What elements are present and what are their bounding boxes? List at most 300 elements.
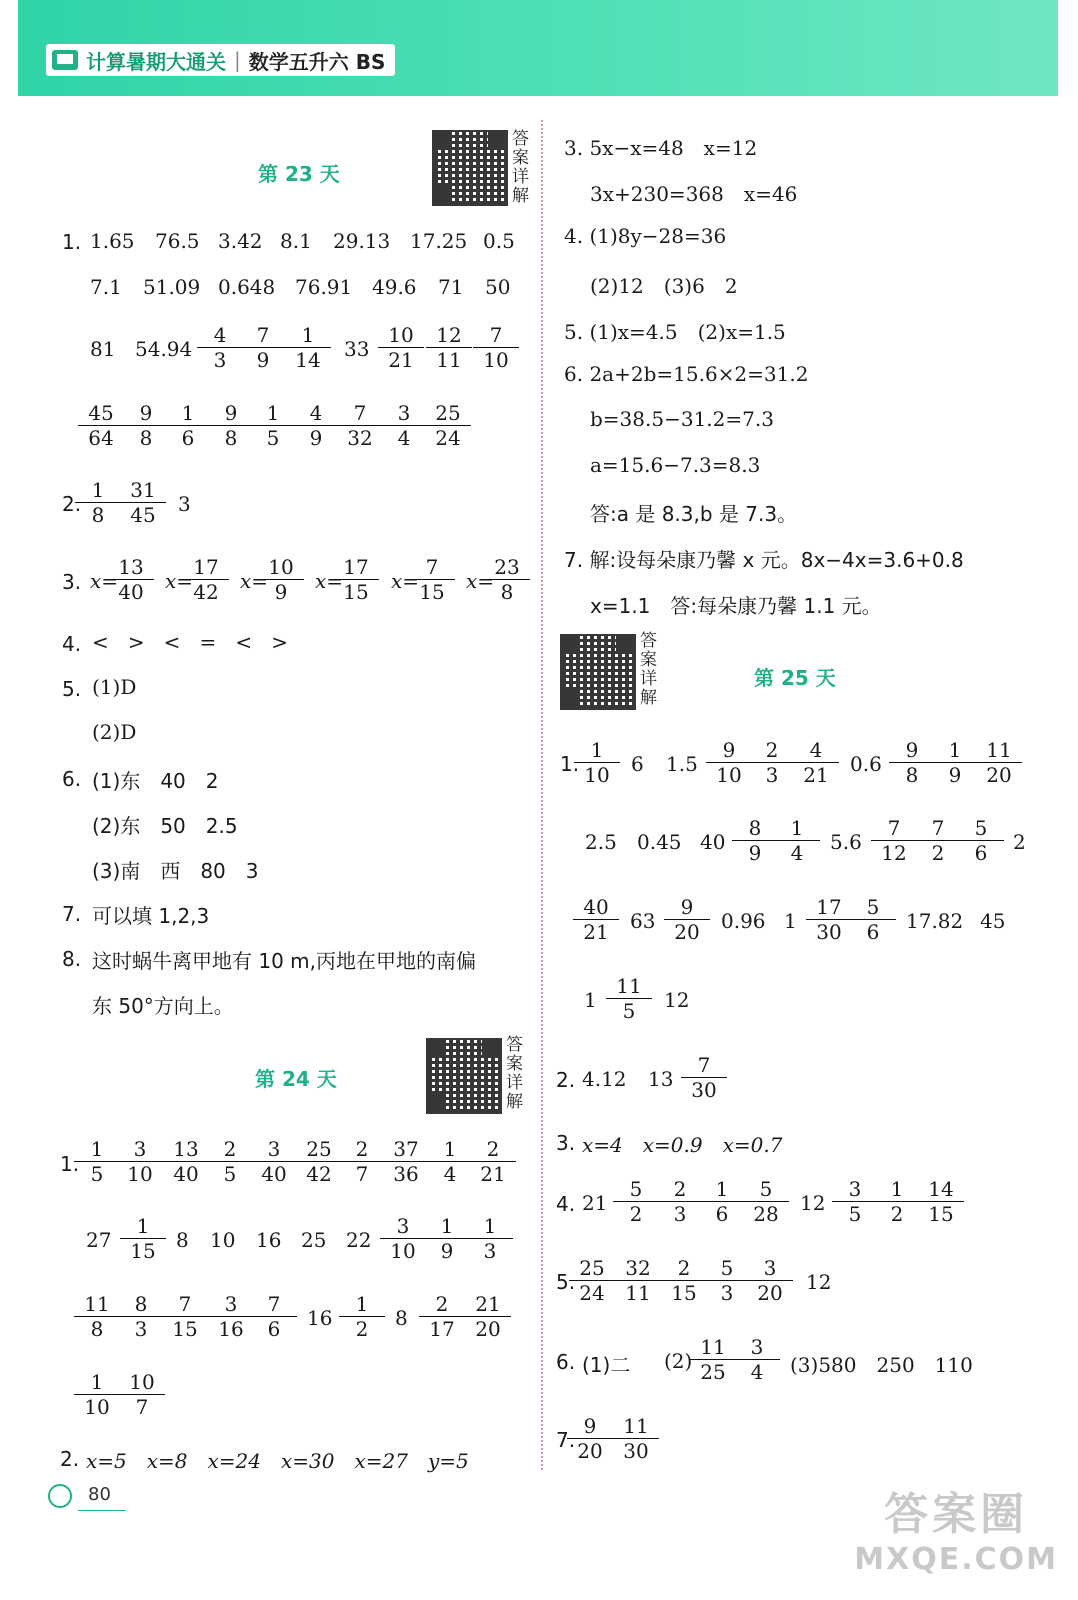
fraction [197, 323, 243, 372]
denominator: 30 [613, 1438, 659, 1463]
denominator: 10 [74, 1394, 120, 1419]
numerator: 32 [625, 1256, 651, 1280]
denominator: 2 [339, 1316, 385, 1341]
fraction [409, 555, 455, 604]
q-number: 6. [62, 767, 82, 791]
right-q3-line1: 3. 5x−x=48 x=12 [564, 136, 758, 160]
answer-value: 76.5 [155, 229, 200, 253]
answer-value: 51.09 [143, 275, 201, 299]
fraction [874, 1177, 920, 1226]
q-number: 4. [62, 632, 82, 656]
answer-value: (2) [664, 1349, 693, 1373]
answer-value: 21 [582, 1191, 608, 1215]
fraction [606, 974, 652, 1023]
denominator: 5 [74, 1161, 120, 1186]
answer-value: 10 [210, 1228, 236, 1252]
numerator: 1 [443, 1137, 457, 1161]
numerator: 9 [139, 401, 153, 425]
numerator: 1 [483, 1214, 497, 1238]
answer-value: 1.65 [90, 229, 135, 253]
denominator: 8 [484, 579, 530, 604]
q-number: 2. [556, 1068, 576, 1092]
fraction [118, 1292, 164, 1341]
q-number: 8. [62, 947, 82, 971]
fraction [183, 555, 229, 604]
q-number: 2. [60, 1447, 80, 1471]
numerator: 2 [435, 1292, 449, 1316]
q-number: 7. [556, 1428, 576, 1452]
fraction [732, 816, 778, 865]
numerator: 5 [759, 1177, 773, 1201]
denominator: 5 [207, 1161, 253, 1186]
denominator: 3 [467, 1238, 513, 1263]
fraction [918, 1177, 964, 1226]
numerator: 3 [267, 1137, 281, 1161]
denominator: 8 [74, 1316, 120, 1341]
answer-value: 63 [630, 909, 656, 933]
fraction [613, 1177, 659, 1226]
denominator: 12 [871, 840, 917, 865]
denominator: 16 [208, 1316, 254, 1341]
answer-value: 8 [176, 1228, 189, 1252]
q-number: 2. [62, 492, 82, 516]
denominator: 20 [567, 1438, 613, 1463]
fraction [75, 478, 121, 527]
denominator: 24 [569, 1280, 615, 1305]
denominator: 42 [296, 1161, 342, 1186]
day25-q3: x=4 x=0.9 x=0.7 [582, 1133, 783, 1157]
fraction [484, 555, 530, 604]
answer-value: 13 [648, 1067, 674, 1091]
answer-value: 40 [700, 830, 726, 854]
day23-q6c: (3)南 西 80 3 [92, 859, 259, 883]
answer-value: 33 [344, 337, 370, 361]
series-title: 计算暑期大通关 [86, 49, 226, 74]
numerator: 17 [343, 555, 369, 579]
q-number: 4. [556, 1192, 576, 1216]
denominator: 8 [889, 762, 935, 787]
numerator: 5 [629, 1177, 643, 1201]
denominator: 3 [118, 1316, 164, 1341]
right-q7-line2: x=1.1 答:每朵康乃馨 1.1 元。 [590, 594, 882, 618]
numerator: 3 [224, 1292, 238, 1316]
fraction [889, 738, 935, 787]
fraction [747, 1256, 793, 1305]
denominator: 25 [690, 1359, 736, 1384]
answer-value: 0.6 [850, 752, 882, 776]
equation-var: x= [165, 569, 194, 593]
q-number: 3. [556, 1131, 576, 1155]
numerator: 11 [616, 974, 642, 998]
day23-q8-line2: 东 50°方向上。 [92, 994, 234, 1018]
denominator: 6 [165, 425, 211, 450]
denominator: 9 [424, 1238, 470, 1263]
denominator: 64 [78, 425, 124, 450]
fraction [615, 1256, 661, 1305]
denominator: 3 [749, 762, 795, 787]
q-number: 7. [62, 902, 82, 926]
fraction [208, 401, 254, 450]
fraction [664, 895, 710, 944]
numerator: 25 [306, 1137, 332, 1161]
numerator: 3 [397, 401, 411, 425]
fraction [208, 1292, 254, 1341]
numerator: 7 [489, 323, 503, 347]
answer-value: 1.5 [666, 752, 698, 776]
answer-value: 12 [806, 1270, 832, 1294]
day24-title: 第 24 天 [255, 1067, 337, 1091]
q-number: 5. [62, 677, 82, 701]
numerator: 7 [267, 1292, 281, 1316]
equation-var: x= [240, 569, 269, 593]
answer-value: 8 [395, 1306, 408, 1330]
fraction [657, 1177, 703, 1226]
qr-code-icon[interactable] [560, 634, 636, 710]
numerator: 2 [486, 1137, 500, 1161]
fraction [793, 738, 839, 787]
denominator: 20 [976, 762, 1022, 787]
fraction [426, 323, 472, 372]
qr-code-icon[interactable] [432, 130, 508, 206]
fraction [119, 1370, 165, 1419]
fraction [378, 323, 424, 372]
denominator: 8 [123, 425, 169, 450]
answer-value: 0.648 [218, 275, 276, 299]
numerator: 37 [393, 1137, 419, 1161]
equation-var: x= [90, 569, 119, 593]
denominator: 5 [250, 425, 296, 450]
numerator: 10 [268, 555, 294, 579]
fraction [165, 401, 211, 450]
fraction [850, 895, 896, 944]
fraction [383, 1137, 429, 1186]
fraction [871, 816, 917, 865]
answer-value: 16 [256, 1228, 282, 1252]
fraction [240, 323, 286, 372]
answer-value: 50 [485, 275, 511, 299]
qr-label: 答案详解 [640, 631, 657, 708]
denominator: 21 [378, 347, 424, 372]
denominator: 10 [706, 762, 752, 787]
numerator: 1 [890, 1177, 904, 1201]
numerator: 7 [353, 401, 367, 425]
qr-code-icon[interactable] [426, 1038, 502, 1114]
denominator: 32 [337, 425, 383, 450]
numerator: 11 [84, 1292, 110, 1316]
denominator: 36 [383, 1161, 429, 1186]
equation-var: x= [466, 569, 495, 593]
numerator: 10 [388, 323, 414, 347]
watermark [854, 1478, 1058, 1577]
denominator: 10 [380, 1238, 426, 1263]
denominator: 10 [473, 347, 519, 372]
answer-value: 8.1 [280, 229, 312, 253]
denominator: 6 [850, 919, 896, 944]
fraction [108, 555, 154, 604]
denominator: 9 [732, 840, 778, 865]
numerator: 7 [178, 1292, 192, 1316]
answer-value: 5.6 [830, 830, 862, 854]
day25-title: 第 25 天 [754, 666, 836, 690]
day24-q2: x=5 x=8 x=24 x=30 x=27 y=5 [86, 1449, 469, 1473]
denominator: 11 [615, 1280, 661, 1305]
numerator: 5 [720, 1256, 734, 1280]
day23-q5a: (1)D [92, 675, 137, 699]
denominator: 5 [606, 998, 652, 1023]
numerator: 7 [697, 1053, 711, 1077]
numerator: 1 [90, 1137, 104, 1161]
right-q7-line1: 7. 解:设每朵康乃馨 x 元。8x−4x=3.6+0.8 [564, 548, 964, 572]
denominator: 15 [333, 579, 379, 604]
denominator: 10 [117, 1161, 163, 1186]
denominator: 21 [573, 919, 619, 944]
numerator: 3 [396, 1214, 410, 1238]
answer-value: 0.5 [483, 229, 515, 253]
fraction [690, 1335, 736, 1384]
fraction [473, 323, 519, 372]
fraction [162, 1292, 208, 1341]
denominator: 4 [427, 1161, 473, 1186]
fraction [427, 1137, 473, 1186]
answer-value: 29.13 [333, 229, 391, 253]
numerator: 3 [750, 1335, 764, 1359]
denominator: 24 [425, 425, 471, 450]
denominator: 10 [574, 762, 620, 787]
numerator: 1 [590, 738, 604, 762]
fraction [425, 401, 471, 450]
denominator: 4 [774, 840, 820, 865]
fraction [467, 1214, 513, 1263]
day23-q6b: (2)东 50 2.5 [92, 814, 238, 838]
answer-value: 7.1 [90, 275, 122, 299]
numerator: 3 [133, 1137, 147, 1161]
q-number: 1. [62, 230, 82, 254]
numerator: 9 [224, 401, 238, 425]
numerator: 1 [136, 1214, 150, 1238]
denominator: 3 [197, 347, 243, 372]
qr-label: 答案详解 [506, 1035, 523, 1112]
qr-label: 答案详解 [512, 129, 529, 206]
footer-underline [78, 1510, 126, 1511]
fraction [470, 1137, 516, 1186]
fraction [74, 1292, 120, 1341]
right-q6-answer: 答:a 是 8.3,b 是 7.3。 [590, 502, 798, 526]
fraction [123, 401, 169, 450]
denominator: 7 [119, 1394, 165, 1419]
numerator: 8 [134, 1292, 148, 1316]
denominator: 42 [183, 579, 229, 604]
denominator: 20 [747, 1280, 793, 1305]
numerator: 7 [425, 555, 439, 579]
answer-value: 16 [307, 1306, 333, 1330]
numerator: 4 [309, 401, 323, 425]
denominator: 40 [251, 1161, 297, 1186]
fraction [117, 1137, 163, 1186]
fraction [419, 1292, 465, 1341]
denominator: 30 [681, 1077, 727, 1102]
fraction [74, 1137, 120, 1186]
denominator: 15 [661, 1280, 707, 1305]
answer-value: 0.96 [721, 909, 766, 933]
answer-value: 2.5 [585, 830, 617, 854]
numerator: 14 [928, 1177, 954, 1201]
numerator: 12 [436, 323, 462, 347]
day23-q7: 可以填 1,2,3 [92, 904, 210, 928]
denominator: 8 [75, 502, 121, 527]
fraction [78, 401, 124, 450]
denominator: 15 [918, 1201, 964, 1226]
denominator: 9 [932, 762, 978, 787]
fraction [381, 401, 427, 450]
fraction [74, 1370, 120, 1419]
numerator: 2 [765, 738, 779, 762]
numerator: 2 [673, 1177, 687, 1201]
answer-value: 3.42 [218, 229, 263, 253]
denominator: 7 [339, 1161, 385, 1186]
answer-value: 2 [1013, 830, 1026, 854]
denominator: 15 [409, 579, 455, 604]
numerator: 13 [173, 1137, 199, 1161]
fraction [661, 1256, 707, 1305]
numerator: 1 [301, 323, 315, 347]
right-q5: 5. (1)x=4.5 (2)x=1.5 [564, 320, 786, 344]
numerator: 7 [256, 323, 270, 347]
numerator: 1 [440, 1214, 454, 1238]
numerator: 25 [435, 401, 461, 425]
denominator: 6 [958, 840, 1004, 865]
denominator: 11 [426, 347, 472, 372]
denominator: 9 [258, 579, 304, 604]
answer-value: 0.45 [637, 830, 682, 854]
fraction [569, 1256, 615, 1305]
numerator: 2 [223, 1137, 237, 1161]
day23-q5b: (2)D [92, 720, 137, 744]
fraction [120, 478, 166, 527]
fraction [743, 1177, 789, 1226]
denominator: 5 [832, 1201, 878, 1226]
fraction [681, 1053, 727, 1102]
fraction [339, 1137, 385, 1186]
numerator: 9 [905, 738, 919, 762]
numerator: 17 [193, 555, 219, 579]
right-q4-line2: (2)12 (3)6 2 [590, 274, 738, 298]
denominator: 17 [419, 1316, 465, 1341]
numerator: 7 [931, 816, 945, 840]
denominator: 30 [806, 919, 852, 944]
numerator: 4 [213, 323, 227, 347]
answer-value: 54.94 [135, 337, 193, 361]
denominator: 4 [734, 1359, 780, 1384]
denominator: 8 [208, 425, 254, 450]
denominator: 20 [465, 1316, 511, 1341]
answer-value: 27 [86, 1228, 112, 1252]
denominator: 15 [120, 1238, 166, 1263]
numerator: 5 [974, 816, 988, 840]
watermark-line2: MXQE.COM [854, 1542, 1058, 1577]
fraction [207, 1137, 253, 1186]
answer-value: 12 [664, 988, 690, 1012]
fraction [251, 1292, 297, 1341]
page-number: 80 [88, 1484, 111, 1505]
fraction [613, 1414, 659, 1463]
denominator: 2 [874, 1201, 920, 1226]
denominator: 21 [470, 1161, 516, 1186]
numerator: 13 [118, 555, 144, 579]
answer-value: 3 [178, 492, 191, 516]
numerator: 1 [790, 816, 804, 840]
numerator: 2 [355, 1137, 369, 1161]
denominator: 45 [120, 502, 166, 527]
fraction [774, 816, 820, 865]
fraction [339, 1292, 385, 1341]
right-q3-line2: 3x+230=368 x=46 [590, 182, 798, 206]
answer-value: 25 [301, 1228, 327, 1252]
q-number: 1. [560, 752, 580, 776]
book-title-tag [46, 44, 395, 76]
answer-value: (1)二 [582, 1353, 631, 1377]
answer-value: 4.12 [582, 1067, 627, 1091]
numerator: 1 [91, 478, 105, 502]
answer-value: 45 [980, 909, 1006, 933]
column-divider [541, 120, 543, 1470]
fraction [424, 1214, 470, 1263]
denominator: 2 [915, 840, 961, 865]
numerator: 45 [88, 401, 114, 425]
denominator: 2 [613, 1201, 659, 1226]
numerator: 21 [475, 1292, 501, 1316]
denominator: 15 [162, 1316, 208, 1341]
fraction [699, 1177, 745, 1226]
numerator: 1 [181, 401, 195, 425]
numerator: 1 [948, 738, 962, 762]
numerator: 7 [887, 816, 901, 840]
fraction [567, 1414, 613, 1463]
watermark-line1: 答案圈 [884, 1489, 1029, 1540]
book-icon [52, 50, 78, 70]
numerator: 1 [266, 401, 280, 425]
numerator: 1 [715, 1177, 729, 1201]
numerator: 10 [129, 1370, 155, 1394]
fraction [333, 555, 379, 604]
fraction [958, 816, 1004, 865]
q-number: 1. [60, 1152, 80, 1176]
numerator: 11 [623, 1414, 649, 1438]
answer-value: 17.25 [410, 229, 468, 253]
equation-var: x= [315, 569, 344, 593]
fraction [573, 895, 619, 944]
fraction [704, 1256, 750, 1305]
denominator: 40 [163, 1161, 209, 1186]
denominator: 20 [664, 919, 710, 944]
numerator: 1 [355, 1292, 369, 1316]
fraction [706, 738, 752, 787]
fraction [380, 1214, 426, 1263]
fraction [163, 1137, 209, 1186]
numerator: 40 [583, 895, 609, 919]
denominator: 21 [793, 762, 839, 787]
answer-value: 81 [90, 337, 116, 361]
title-separator: | [234, 48, 241, 72]
fraction [293, 401, 339, 450]
denominator: 6 [699, 1201, 745, 1226]
fraction [734, 1335, 780, 1384]
denominator: 3 [704, 1280, 750, 1305]
answer-value: 17.82 [906, 909, 964, 933]
fraction [251, 1137, 297, 1186]
numerator: 3 [848, 1177, 862, 1201]
answer-value: (3)580 250 110 [790, 1353, 973, 1377]
answer-value: 76.91 [295, 275, 353, 299]
